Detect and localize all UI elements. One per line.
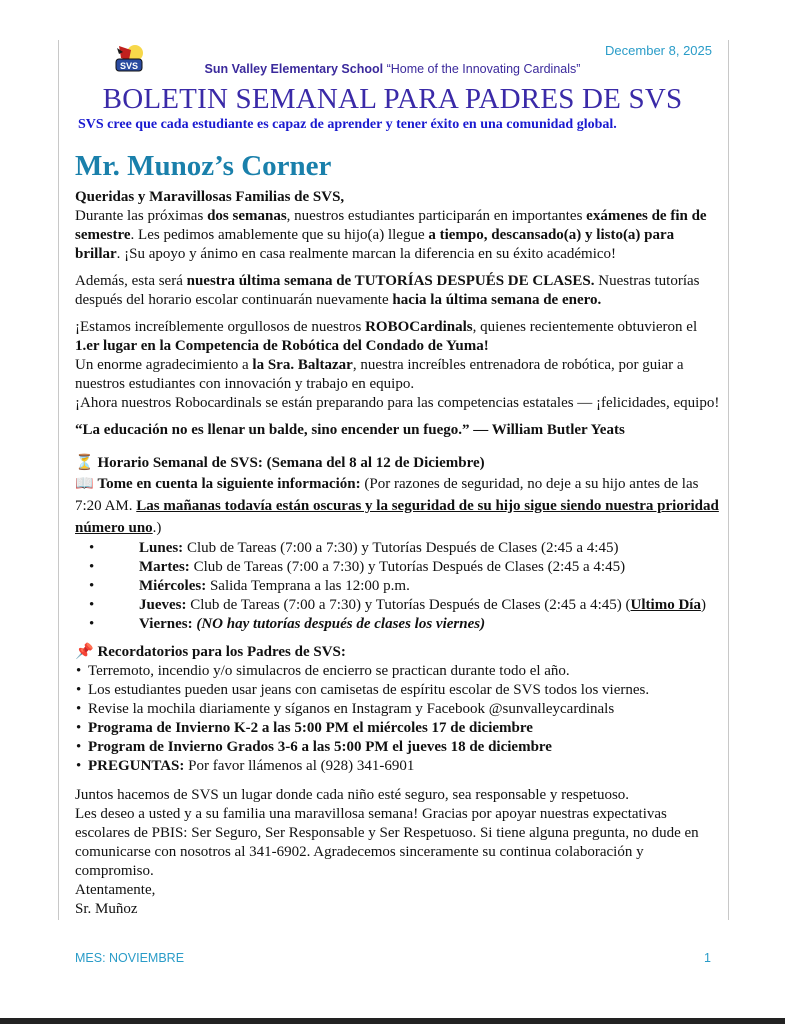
text-run: Queridas y Maravillosas Familias de SVS,	[75, 189, 345, 205]
text-run: (NO hay tutorías después de clases los viernes)	[192, 616, 486, 632]
text-run: Viernes:	[139, 616, 193, 632]
schedule-note	[75, 473, 720, 539]
text-run: dos semanas	[207, 208, 287, 224]
text-run: .)	[152, 520, 162, 536]
newsletter-title: BOLETIN SEMANAL PARA PADRES DE SVS	[102, 83, 683, 115]
closing-paragraph	[75, 786, 720, 919]
text-run: Martes:	[139, 559, 190, 575]
footer-month: MES: NOVIEMBRE	[75, 951, 185, 965]
schedule-note-text	[75, 476, 719, 536]
text-run: Durante las próximas	[75, 208, 208, 224]
reminder-item	[75, 757, 720, 776]
school-motto: “Home of the Innovating Cardinals”	[386, 62, 581, 76]
text-run: ROBOCardinals	[365, 319, 473, 335]
text-run: 1.er lugar en la Competencia de Robótica del Condado de Yuma!	[75, 338, 489, 354]
text-run: ¡Ahora nuestros Robocardinals se están preparando para las competencias estatales — ¡felicidades, equipo!	[75, 395, 720, 411]
text-run: Salida Temprana a las 12:00 p.m.	[206, 578, 410, 594]
schedule-item-friday	[75, 615, 720, 634]
text-run: , nuestros estudiantes participarán en importantes	[286, 208, 587, 224]
schedule-item-wednesday	[75, 577, 720, 596]
text-run: , nuestra increíbles entrenadora de robótica, por guiar a nuestros estudiantes con innovación y trabajo en equipo.	[75, 357, 684, 392]
text-run: hacia la última semana de enero.	[392, 292, 602, 308]
text-run: Club de Tareas (7:00 a 7:30) y Tutorías Después de Clases (2:45 a 4:45)	[183, 540, 619, 556]
hourglass-icon: ⏳	[75, 455, 94, 471]
text-run: Atentamente,	[75, 882, 156, 898]
school-header	[0, 62, 785, 76]
reminders-list	[75, 662, 720, 776]
book-icon: 📖	[75, 476, 94, 492]
reminder-item	[75, 700, 720, 719]
text-run: la Sra. Baltazar	[252, 357, 353, 373]
newsletter-body	[75, 148, 720, 927]
paragraph	[75, 188, 720, 264]
text-run: Los estudiantes pueden usar jeans con camisetas de espíritu escolar de SVS todos los viernes.	[88, 682, 650, 698]
reminder-item	[75, 719, 720, 738]
text-run: Jueves:	[139, 597, 187, 613]
text-run: Las mañanas todavía están oscuras y la seguridad de su hijo sigue siendo nuestra prioridad número uno	[75, 498, 719, 536]
text-run: Programa de Invierno K-2 a las 5:00 PM el miércoles 17 de diciembre	[88, 720, 533, 736]
schedule-item-monday	[75, 539, 720, 558]
school-name: Sun Valley Elementary School	[204, 62, 384, 76]
text-run: ¡Estamos increíblemente orgullosos de nuestros	[75, 319, 366, 335]
text-run: Club de Tareas (7:00 a 7:30) y Tutorías Después de Clases (2:45 a 4:45) (	[186, 597, 631, 613]
text-run: , quienes recientemente obtuvieron el	[472, 319, 698, 335]
reminder-item	[75, 681, 720, 700]
text-run: Lunes:	[139, 540, 184, 556]
reminder-item	[75, 662, 720, 681]
text-run: Miércoles:	[139, 578, 207, 594]
text-run: Recordatorios para los Padres de SVS:	[97, 644, 346, 660]
text-run: Por favor llámenos al (928) 341-6901	[184, 758, 415, 774]
text-run: Revise la mochila diariamente y síganos en Instagram y Facebook @sunvalleycardinals	[88, 701, 615, 717]
text-run: Terremoto, incendio y/o simulacros de encierro se practican durante todo el año.	[88, 663, 570, 679]
text-run: “La educación no es llenar un balde, sino encender un fuego.” — William Butler Yeats	[75, 422, 625, 438]
tagline: SVS cree que cada estudiante es capaz de aprender y tener éxito en una comunidad global.	[78, 117, 617, 132]
text-run: Tome en cuenta la siguiente información:	[97, 476, 361, 492]
text-run: . ¡Su apoyo y ánimo en casa realmente marcan la diferencia en su éxito académico!	[116, 246, 617, 262]
paragraph	[75, 272, 720, 310]
pushpin-icon: 📌	[75, 644, 94, 660]
text-run: )	[700, 597, 706, 613]
reminders-heading	[75, 643, 720, 662]
text-run: Horario Semanal de SVS: (Semana del 8 al 12 de Diciembre)	[97, 455, 485, 471]
text-run: Program de Invierno Grados 3-6 a las 5:00 PM el jueves 18 de diciembre	[88, 739, 552, 755]
text-run: exámenes de fin de semestre	[75, 208, 707, 243]
schedule-heading	[75, 454, 720, 473]
newsletter-date: December 8, 2025	[605, 43, 712, 58]
page-right-border	[728, 40, 729, 920]
svg-text:SVS: SVS	[119, 61, 139, 71]
text-run: Ultimo Día	[630, 597, 701, 613]
text-run: . Les pedimos amablemente que su hijo(a) llegue	[130, 227, 429, 243]
text-run: Nuestras tutorías después del horario escolar continuarán nuevamente	[75, 273, 700, 308]
corner-title: Mr. Munoz’s Corner	[75, 150, 332, 182]
schedule-item-thursday	[75, 596, 720, 615]
reminder-item	[75, 738, 720, 757]
text-run: Un enorme agradecimiento a	[75, 357, 253, 373]
text-run: Además, esta será	[75, 273, 187, 289]
paragraph	[75, 318, 720, 413]
quote	[75, 421, 720, 440]
page-number: 1	[704, 951, 711, 965]
text-run: PREGUNTAS:	[88, 758, 185, 774]
schedule-list	[75, 539, 720, 634]
text-run: a tiempo, descansado(a) y listo(a) para brillar	[75, 227, 675, 262]
text-run: Sr. Muñoz	[75, 901, 138, 917]
reminders-heading-text	[97, 644, 345, 660]
text-run: Club de Tareas (7:00 a 7:30) y Tutorías Después de Clases (2:45 a 4:45)	[189, 559, 626, 575]
schedule-heading-text	[97, 455, 484, 471]
text-run: Juntos hacemos de SVS un lugar donde cada niño esté seguro, sea responsable y respetuoso.	[75, 787, 630, 803]
schedule-item-tuesday	[75, 558, 720, 577]
text-run: (Por razones de seguridad, no deje a su hijo antes de las 7:20 AM.	[75, 476, 699, 514]
text-run: nuestra última semana de TUTORÍAS DESPUÉS DE CLASES.	[186, 273, 595, 289]
text-run: Les deseo a usted y a su familia una maravillosa semana! Gracias por apoyar nuestras expectativas escolares de PBIS: Ser Seguro, Ser Responsable y Ser Respetuoso. Si tiene alguna pregunta, no dude en comunicarse con nosotros al 341-6902. Agradecemos sinceramente su continua colaboración y compromiso.	[75, 806, 699, 879]
page-left-border	[58, 40, 59, 920]
bottom-bar	[0, 1018, 785, 1024]
